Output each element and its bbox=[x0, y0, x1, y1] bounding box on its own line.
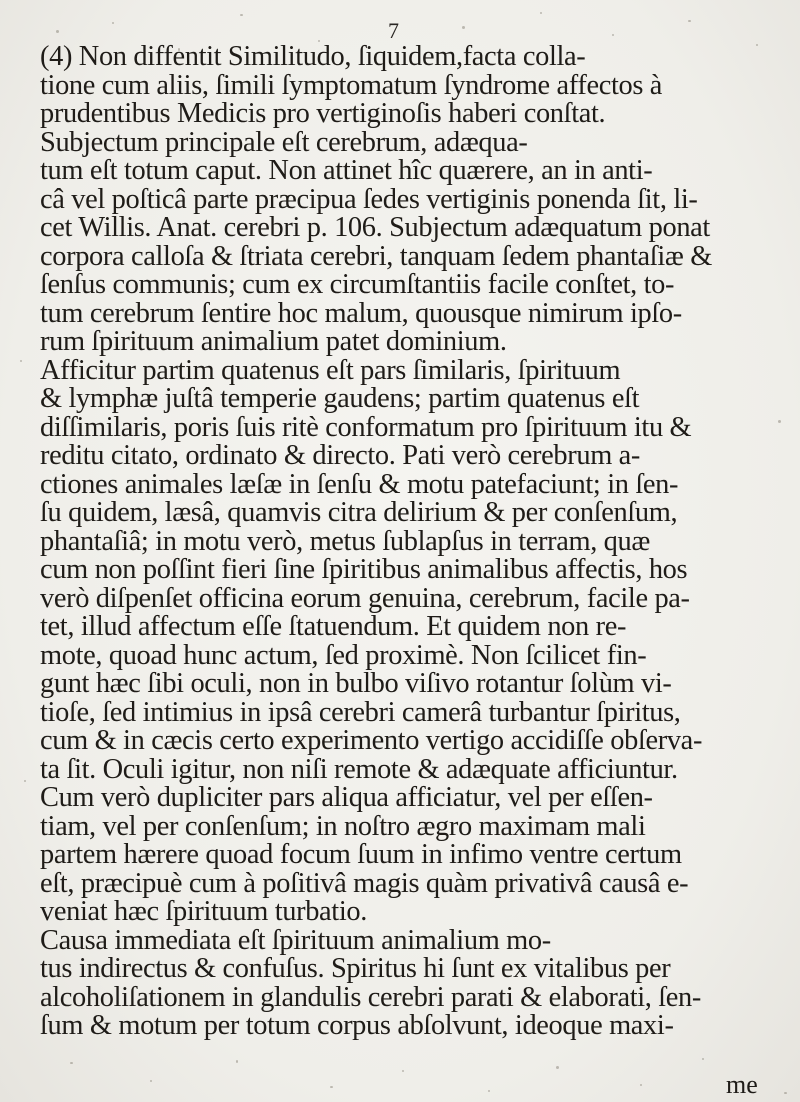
text-line: rum ſpirituum animalium patet dominium. bbox=[40, 326, 507, 357]
text-line: câ vel poſticâ parte præcipua ſedes vertiginis ponenda ſit, li- bbox=[40, 183, 698, 215]
text-line: tioſe, ſed intimius in ipsâ cerebri camerâ turbantur ſpiritus, bbox=[40, 696, 681, 728]
text-line: tus indirectus & confuſus. Spiritus hi ſunt ex vitalibus per bbox=[40, 953, 671, 984]
text-line: cum non poſſint fieri ſine ſpiritibus animalibus affectis, hos bbox=[40, 554, 688, 585]
catchword: me bbox=[726, 1070, 758, 1099]
text-line: mote, quoad hunc actum, ſed proximè. Non ſcilicet fin- bbox=[40, 639, 647, 671]
text-line: Afficitur partim quatenus eſt pars ſimilaris, ſpirituum bbox=[40, 354, 621, 386]
text-line: cet Willis. Anat. cerebri p. 106. Subjectum adæquatum ponat bbox=[40, 212, 710, 243]
text-line: alcoholiſationem in glandulis cerebri parati & elaborati, ſen- bbox=[40, 981, 702, 1013]
text-line: ſu quidem, læsâ, quamvis citra delirium & per conſenſum, bbox=[40, 497, 678, 528]
text-line: diſſimilaris, poris ſuis ritè conformatum pro ſpirituum itu & bbox=[40, 411, 692, 443]
text-line: tet, illud affectum eſſe ſtatuendum. Et quidem non re- bbox=[40, 611, 627, 642]
signature-mark: 7 bbox=[388, 18, 399, 43]
text-line: tum cerebrum ſentire hoc malum, quousque nimirum ipſo- bbox=[40, 297, 682, 329]
text-line: reditu citato, ordinato & directo. Pati verò cerebrum a- bbox=[40, 440, 641, 471]
text-line: tione cum aliis, ſimili ſymptomatum ſyndrome affectos à bbox=[40, 69, 663, 101]
text-line: corpora calloſa & ſtriata cerebri, tanquam ſedem phantaſiæ & bbox=[40, 240, 712, 272]
text-line: verò diſpenſet officina eorum genuina, cerebrum, facile pa- bbox=[40, 582, 690, 614]
text-line: phantaſiâ; in motu verò, metus ſublapſus in terram, quæ bbox=[40, 525, 650, 557]
text-line: partem hærere quoad focum ſuum in infimo ventre certum bbox=[40, 839, 682, 870]
text-line: Subjectum principale eſt cerebrum, adæqua- bbox=[40, 126, 528, 158]
text-line: eſt, præcipuè cum à poſitivâ magis quàm privativâ causâ e- bbox=[40, 867, 689, 899]
text-line: Causa immediata eſt ſpirituum animalium mo- bbox=[40, 924, 551, 956]
text-line: ſum & motum per totum corpus abſolvunt, ideoque maxi- bbox=[40, 1010, 674, 1041]
text-line: ctiones animales læſæ in ſenſu & motu patefaciunt; in ſen- bbox=[40, 468, 679, 500]
text-line: cum & in cæcis certo experimento vertigo accidiſſe obſerva- bbox=[40, 725, 703, 756]
text-line: (4) Non diffentit Similitudo, ſiquidem,facta colla- bbox=[40, 41, 586, 72]
text-line: ta ſit. Oculi igitur, non niſi remote & adæquate afficiuntur. bbox=[40, 753, 678, 785]
text-line: Cum verò dupliciter pars aliqua afficiatur, vel per eſſen- bbox=[40, 782, 653, 813]
text-line: prudentibus Medicis pro vertiginoſis haberi conſtat. bbox=[40, 98, 606, 129]
text-line: ſenſus communis; cum ex circumſtantiis facile conſtet, to- bbox=[40, 269, 675, 300]
text-line: veniat hæc ſpirituum turbatio. bbox=[40, 896, 367, 927]
text-line: tiam, vel per conſenſum; in noſtro ægro maximam mali bbox=[40, 810, 646, 842]
text-line: gunt hæc ſibi oculi, non in bulbo viſivo rotantur ſolùm vi- bbox=[40, 668, 672, 699]
text-line: & lymphæ juſtâ temperie gaudens; partim quatenus eſt bbox=[40, 383, 640, 414]
text-line: tum eſt totum caput. Non attinet hîc quærere, an in anti- bbox=[40, 155, 653, 186]
